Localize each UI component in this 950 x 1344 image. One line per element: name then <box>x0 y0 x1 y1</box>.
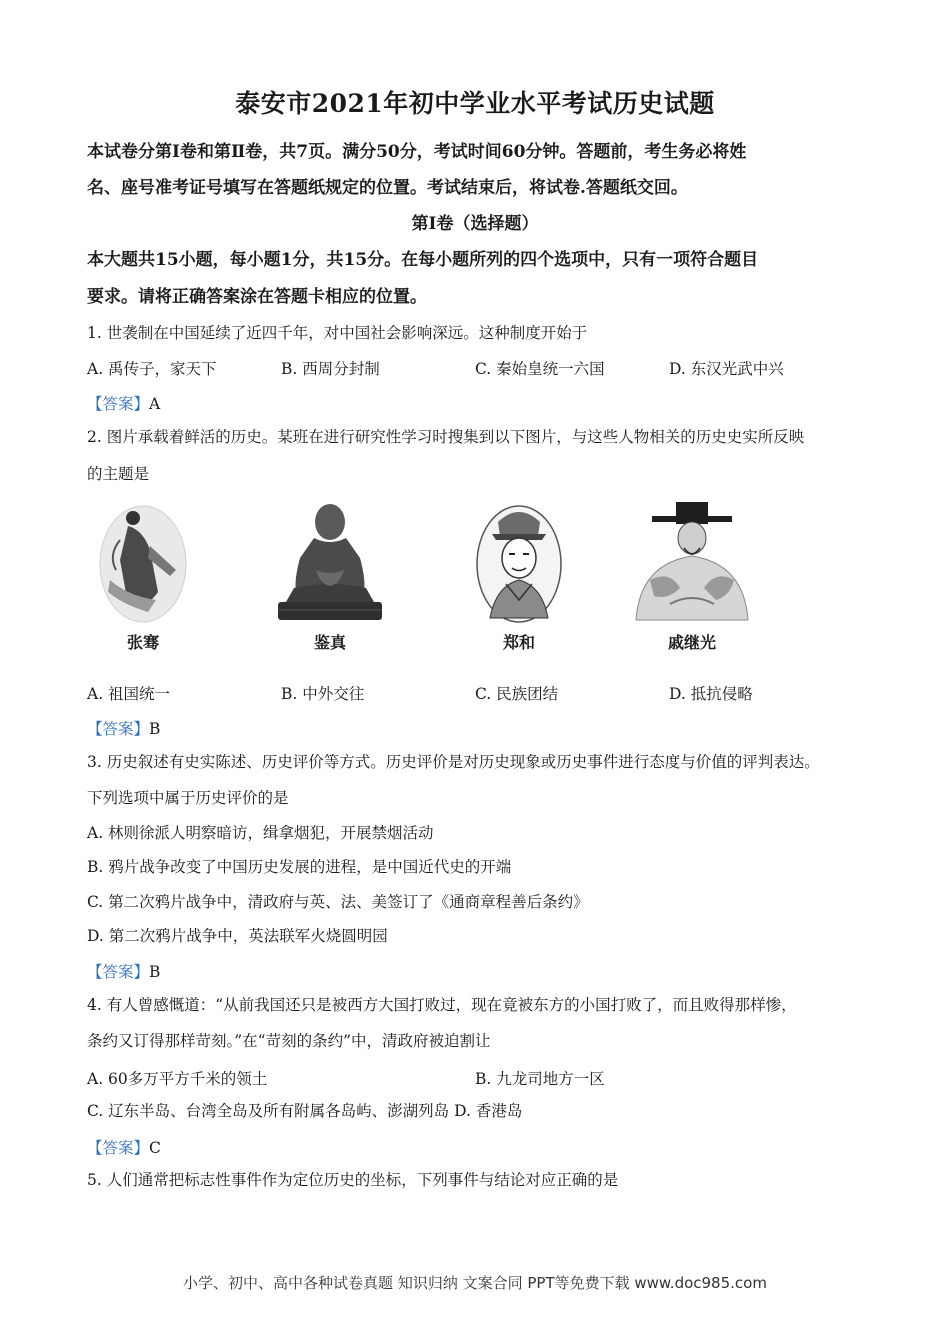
answer-tag: 【答案】 <box>87 1139 150 1157</box>
q3-stem-2: 下列选项中属于历史评价的是 <box>87 789 289 807</box>
q1-option-a: A. 禹传子，家天下 <box>87 360 217 378</box>
q3-option-a: A. 林则徐派人明察暗访，缉拿烟犯，开展禁烟活动 <box>87 824 434 842</box>
q4-answer <box>87 1136 161 1158</box>
q3-option-b: B. 鸦片战争改变了中国历史发展的进程，是中国近代史的开端 <box>87 858 512 876</box>
answer-tag: 【答案】 <box>87 963 150 981</box>
q4-option-a: A. 60多万平方千米的领土 <box>87 1070 268 1088</box>
q5-stem: 5. 人们通常把标志性事件作为定位历史的坐标，下列事件与结论对应正确的是 <box>87 1171 619 1189</box>
answer-tag: 【答案】 <box>87 395 150 413</box>
page-footer: 小学、初中、高中各种试卷真题 知识归纳 文案合同 PPT等免费下载 www.doc985.com <box>183 1274 767 1292</box>
figure-caption-zheng-he: 郑和 <box>502 633 535 652</box>
q2-stem-1: 2. 图片承载着鲜活的历史。某班在进行研究性学习时搜集到以下图片，与这些人物相关的历史史实所反映 <box>87 428 805 446</box>
figure-qi-jiguang <box>630 500 754 624</box>
q3-option-c: C. 第二次鸦片战争中，清政府与英、法、美签订了《通商章程善后条约》 <box>87 893 589 911</box>
figure-zheng-he <box>476 500 562 624</box>
answer-value: B <box>149 963 161 981</box>
answer-value: C <box>149 1139 161 1157</box>
figure-jian-zhen <box>274 500 386 622</box>
figure-caption-jian-zhen: 鉴真 <box>313 633 346 652</box>
q4-stem-2: 条约又订得那样苛刻。”在“苛刻的条约”中，清政府被迫割让 <box>87 1032 491 1050</box>
q4-option-b: B. 九龙司地方一区 <box>475 1070 605 1088</box>
q1-option-c: C. 秦始皇统一六国 <box>475 360 605 378</box>
figure-caption-zhang-qian: 张骞 <box>126 633 159 652</box>
intro-line-2: 名、座号准考证号填写在答题纸规定的位置。考试结束后，将试卷.答题纸交回。 <box>87 178 688 198</box>
q3-answer <box>87 960 160 982</box>
figure-caption-qi-jiguang: 戚继光 <box>667 633 716 652</box>
q4-option-c-d: C. 辽东半岛、台湾全岛及所有附属各岛屿、澎湖列岛 D. 香港岛 <box>87 1102 523 1120</box>
q2-answer <box>87 717 160 739</box>
q2-option-b: B. 中外交往 <box>281 685 365 703</box>
q2-option-c: C. 民族团结 <box>475 685 559 703</box>
q1-option-d: D. 东汉光武中兴 <box>669 360 784 378</box>
q2-stem-2: 的主题是 <box>87 465 150 483</box>
answer-value: B <box>149 720 161 738</box>
q2-option-d: D. 抵抗侵略 <box>669 685 753 703</box>
q1-stem: 1. 世袭制在中国延续了近四千年，对中国社会影响深远。这种制度开始于 <box>87 324 588 342</box>
section-instructions-1: 本大题共15小题，每小题1分，共15分。在每小题所列的四个选项中，只有一项符合题目 <box>87 250 759 270</box>
page-title: 泰安市2021年初中学业水平考试历史试题 <box>235 89 715 118</box>
q2-option-a: A. 祖国统一 <box>87 685 171 703</box>
q1-answer <box>87 392 160 414</box>
answer-value: A <box>149 395 161 413</box>
q4-stem-1: 4. 有人曾感慨道：“从前我国还只是被西方大国打败过，现在竟被东方的小国打败了，而且败得那样惨， <box>87 996 797 1014</box>
q3-stem-1: 3. 历史叙述有史实陈述、历史评价等方式。历史评价是对历史现象或历史事件进行态度与价值的评判表达。 <box>87 753 820 771</box>
q1-option-b: B. 西周分封制 <box>281 360 380 378</box>
answer-tag: 【答案】 <box>87 720 150 738</box>
figure-zhang-qian <box>98 500 188 624</box>
section-title: 第Ⅰ卷（选择题） <box>411 214 539 234</box>
q3-option-d: D. 第二次鸦片战争中，英法联军火烧圆明园 <box>87 927 388 945</box>
section-instructions-2: 要求。请将正确答案涂在答题卡相应的位置。 <box>87 287 427 307</box>
intro-line-1: 本试卷分第Ⅰ卷和第Ⅱ卷，共7页。满分50分，考试时间60分钟。答题前，考生务必将姓 <box>87 142 747 162</box>
